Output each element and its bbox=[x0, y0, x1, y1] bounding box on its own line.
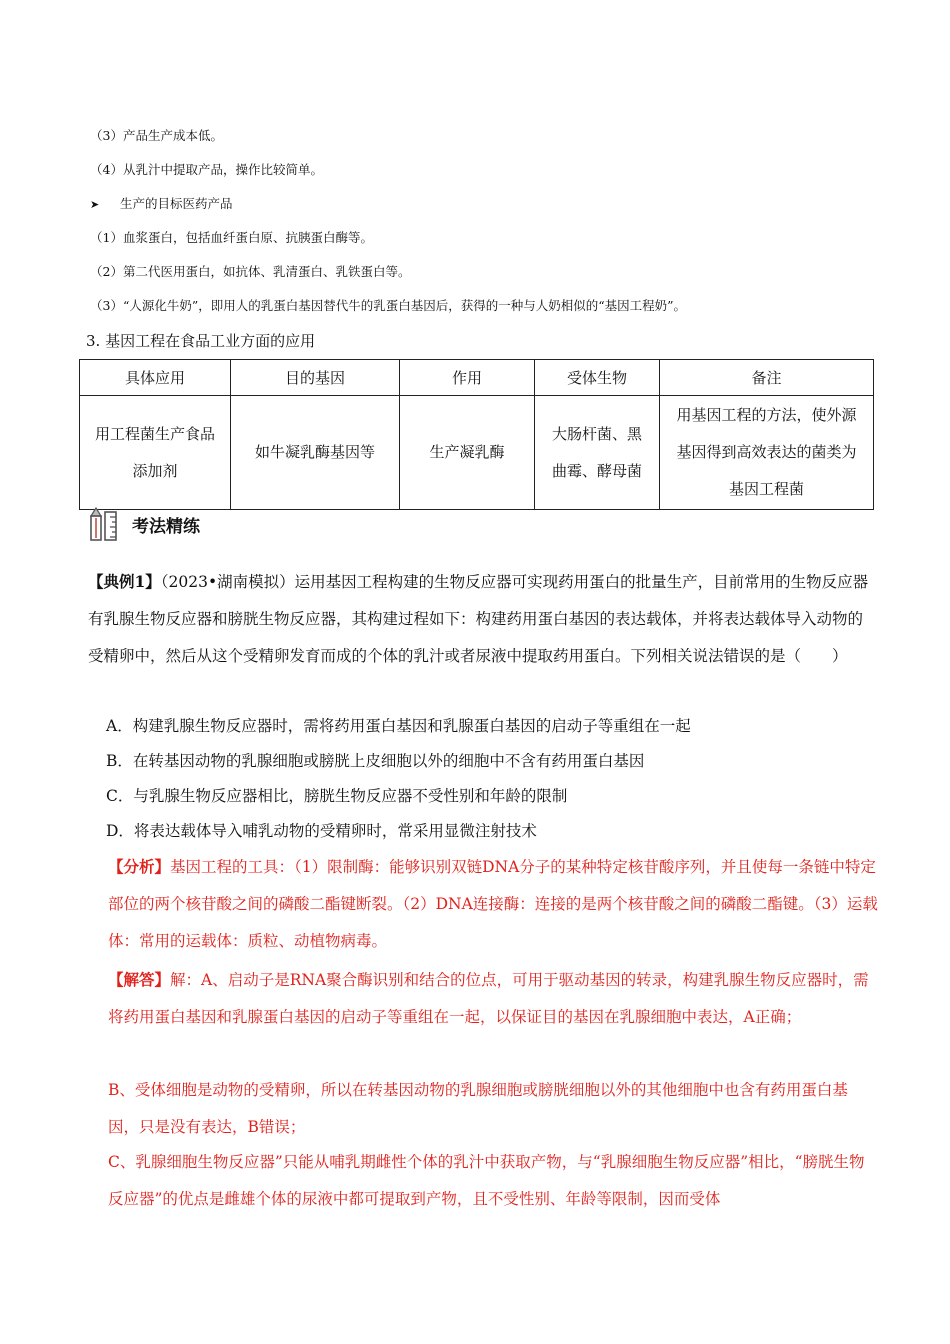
bullet-heading bbox=[90, 195, 233, 214]
section-heading: 3. 基因工程在食品工业方面的应用 bbox=[86, 332, 316, 350]
application-table bbox=[79, 359, 874, 510]
section-title: 考法精练 bbox=[132, 516, 200, 537]
table-header-cell: 备注 bbox=[660, 360, 874, 396]
list-item: （3）“人源化牛奶”，即用人的乳蛋白基因替代牛的乳蛋白基因后，获得的一种与人奶相似的“基因工程奶”。 bbox=[90, 298, 687, 313]
option-d: D．将表达载体导入哺乳动物的受精卵时，常采用显微注射技术 bbox=[106, 822, 537, 840]
table-cell: 生产凝乳酶 bbox=[400, 396, 535, 510]
table-header-cell: 目的基因 bbox=[231, 360, 400, 396]
list-item: （1）血浆蛋白，包括血纤蛋白原、抗胰蛋白酶等。 bbox=[90, 230, 373, 245]
list-item: （3）产品生产成本低。 bbox=[90, 128, 223, 143]
list-item: （2）第二代医用蛋白，如抗体、乳清蛋白、乳铁蛋白等。 bbox=[90, 264, 411, 279]
answer-c-text: C、乳腺细胞生物反应器”只能从哺乳期雌性个体的乳汁中获取产物，与“乳腺细胞生物反应器”相比，“膀胱生物反应器”的优点是雌雄个体的尿液中都可提取到产物，且不受性别、年龄等限制，因而受体 bbox=[108, 1153, 865, 1208]
option-c: C．与乳腺生物反应器相比，膀胱生物反应器不受性别和年龄的限制 bbox=[106, 787, 568, 805]
arrow-bullet-icon: ➤ bbox=[90, 198, 100, 211]
question-stem bbox=[88, 563, 878, 675]
table-header-cell: 具体应用 bbox=[80, 360, 231, 396]
answer-block bbox=[108, 961, 878, 1036]
list-item: （4）从乳汁中提取产品，操作比较简单。 bbox=[90, 162, 323, 177]
question-text: （2023•湖南模拟）运用基因工程构建的生物反应器可实现药用蛋白的批量生产，目前常用的生物反应器有乳腺生物反应器和膀胱生物反应器，其构建过程如下：构建药用蛋白基因的表达载体，并将表达载体导入动物的受精卵中，然后从这个受精卵发育而成的个体的乳汁或者尿液中提取药用蛋白。下列相关说法错误的是（ ） bbox=[88, 573, 869, 665]
table-header-cell: 作用 bbox=[400, 360, 535, 396]
pencil-ruler-icon bbox=[88, 506, 120, 542]
analysis-text: 基因工程的工具：（1）限制酶：能够识别双链DNA分子的某种特定核苷酸序列，并且使每一条链中特定部位的两个核苷酸之间的磷酸二酯键断裂。（2）DNA连接酶：连接的是两个核苷酸之间的磷酸二酯键。（3）运载体：常用的运载体：质粒、动植物病毒。 bbox=[108, 858, 878, 950]
table-cell: 如牛凝乳酶基因等 bbox=[231, 396, 400, 510]
answer-a-text: 解：A、启动子是RNA聚合酶识别和结合的位点，可用于驱动基因的转录，构建乳腺生物反应器时，需将药用蛋白基因和乳腺蛋白基因的启动子等重组在一起，以保证目的基因在乳腺细胞中表达，A正确； bbox=[108, 971, 869, 1026]
analysis-tag: 【分析】 bbox=[108, 857, 171, 876]
bullet-heading-text: 生产的目标医药产品 bbox=[120, 196, 233, 211]
answer-tag: 【解答】 bbox=[108, 970, 171, 989]
table-header-cell: 受体生物 bbox=[535, 360, 660, 396]
option-b: B．在转基因动物的乳腺细胞或膀胱上皮细胞以外的细胞中不含有药用蛋白基因 bbox=[106, 752, 645, 770]
section-banner bbox=[88, 506, 200, 542]
option-a: A．构建乳腺生物反应器时，需将药用蛋白基因和乳腺蛋白基因的启动子等重组在一起 bbox=[106, 717, 691, 735]
table-row bbox=[80, 396, 874, 510]
question-tag: 【典例1】 bbox=[88, 572, 161, 591]
answer-b-text: B、受体细胞是动物的受精卵，所以在转基因动物的乳腺细胞或膀胱细胞以外的其他细胞中也含有药用蛋白基因，只是没有表达，B错误； bbox=[108, 1081, 848, 1136]
table-cell: 用基因工程的方法，使外源基因得到高效表达的菌类为基因工程菌 bbox=[660, 396, 874, 510]
table-cell: 用工程菌生产食品添加剂 bbox=[80, 396, 231, 510]
table-cell: 大肠杆菌、黑曲霉、酵母菌 bbox=[535, 396, 660, 510]
table-header-row bbox=[80, 360, 874, 396]
analysis-block bbox=[108, 848, 878, 960]
